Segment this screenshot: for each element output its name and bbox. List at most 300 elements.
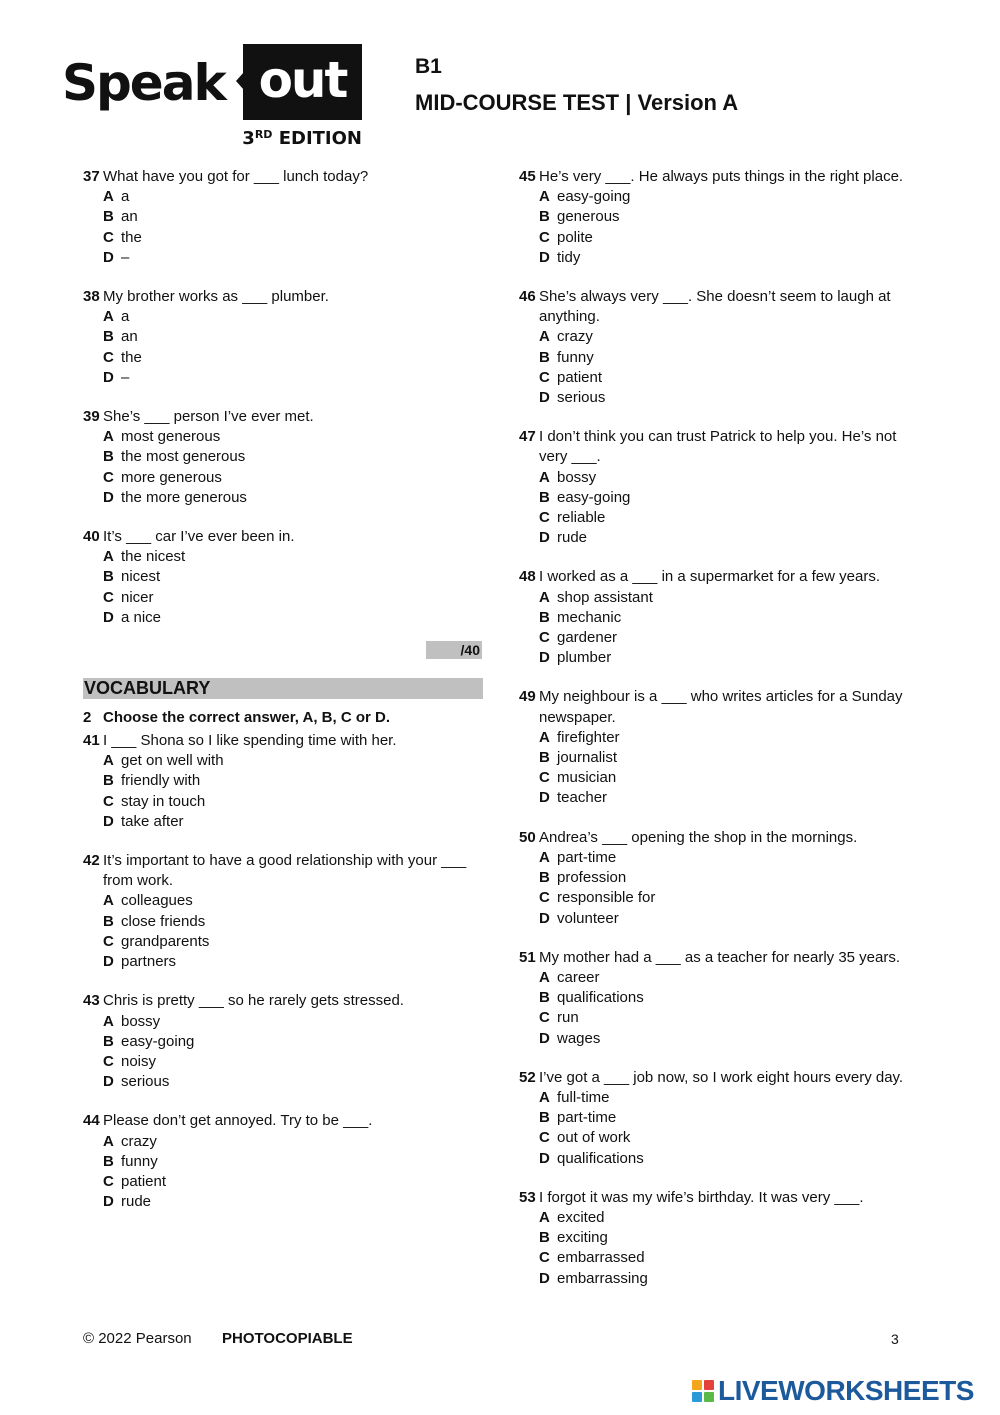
edition-word: EDITION <box>278 128 362 149</box>
option-letter: C <box>539 629 550 647</box>
answer-option[interactable] <box>539 348 919 368</box>
question-stem <box>519 1188 919 1208</box>
answer-option[interactable] <box>539 628 919 648</box>
option-text: close friends <box>121 912 206 930</box>
option-text: serious <box>121 1073 170 1091</box>
answer-option[interactable] <box>539 848 919 868</box>
option-letter: C <box>539 889 550 907</box>
question-number: 47 <box>519 428 536 446</box>
option-letter: A <box>103 428 114 446</box>
option-text: – <box>121 248 130 266</box>
option-text: easy-going <box>557 188 631 206</box>
option-text: out of work <box>557 1129 631 1147</box>
option-text: bossy <box>557 468 597 486</box>
answer-option[interactable] <box>539 1248 919 1268</box>
option-text: mechanic <box>557 608 622 626</box>
question-text: She’s ___ person I’ve ever met. <box>103 408 314 426</box>
option-letter: A <box>539 728 550 746</box>
answer-options <box>539 968 919 1049</box>
answer-option[interactable] <box>539 1269 919 1289</box>
answer-option[interactable] <box>539 988 919 1008</box>
question-number: 38 <box>83 288 100 306</box>
option-text: the nicest <box>121 548 186 566</box>
question-text: I worked as a ___ in a supermarket for a few years. <box>539 568 880 586</box>
answer-option[interactable] <box>103 792 483 812</box>
answer-option[interactable] <box>539 1128 919 1148</box>
option-text: a <box>121 308 130 326</box>
option-letter: D <box>539 389 550 407</box>
question-stem <box>83 851 483 891</box>
question-number: 45 <box>519 168 536 185</box>
question-text: It’s important to have a good relationship with your ___ from work. <box>103 852 467 890</box>
option-letter: D <box>539 529 550 547</box>
option-letter: B <box>103 568 114 586</box>
option-text: partners <box>121 953 177 971</box>
option-letter: A <box>539 848 550 866</box>
question-text: Chris is pretty ___ so he rarely gets stressed. <box>103 992 404 1010</box>
option-text: rude <box>121 1193 152 1211</box>
option-text: serious <box>557 389 606 407</box>
edition-number: 3 <box>242 128 255 149</box>
option-letter: B <box>539 208 550 226</box>
answer-option[interactable] <box>103 348 483 368</box>
logo-word-out: out <box>258 51 347 109</box>
option-letter: A <box>103 188 114 206</box>
answer-option[interactable] <box>539 648 919 668</box>
option-text: bossy <box>121 1012 161 1030</box>
option-letter: B <box>539 348 550 366</box>
answer-option[interactable] <box>103 1032 483 1052</box>
answer-options <box>539 187 919 268</box>
option-letter: B <box>103 772 114 790</box>
question-37 <box>83 167 483 268</box>
option-letter: C <box>539 1129 550 1147</box>
question-text: Andrea’s ___ opening the shop in the mornings. <box>539 828 858 846</box>
option-text: take after <box>121 812 184 830</box>
question-text: My neighbour is a ___ who writes articles for a Sunday newspaper. <box>539 688 903 726</box>
option-text: volunteer <box>557 909 619 927</box>
option-text: the most generous <box>121 448 246 466</box>
option-text: part-time <box>557 1109 617 1127</box>
option-letter: D <box>103 248 114 266</box>
option-text: qualifications <box>557 1149 644 1167</box>
answer-options <box>539 848 919 929</box>
icon-square-4 <box>704 1392 714 1402</box>
answer-option[interactable] <box>103 588 483 608</box>
option-text: plumber <box>557 649 612 667</box>
option-text: a <box>121 188 130 206</box>
icon-square-3 <box>692 1392 702 1402</box>
option-text: the <box>121 348 142 366</box>
option-text: crazy <box>121 1132 157 1150</box>
option-letter: D <box>539 248 550 266</box>
logo-box <box>243 44 362 120</box>
question-stem <box>519 1068 919 1088</box>
option-letter: C <box>103 588 114 606</box>
answer-option[interactable] <box>103 228 483 248</box>
option-text: exciting <box>557 1229 608 1247</box>
answer-options <box>539 1088 919 1169</box>
question-45 <box>519 167 919 268</box>
option-letter: C <box>103 792 114 810</box>
option-letter: A <box>103 548 114 566</box>
answer-option[interactable] <box>103 932 483 952</box>
question-41 <box>83 731 483 832</box>
question-text: I’ve got a ___ job now, so I work eight hours every day. <box>539 1068 904 1086</box>
question-text: I forgot it was my wife’s birthday. It was very ___. <box>539 1188 864 1206</box>
option-text: patient <box>557 368 603 386</box>
answer-option[interactable] <box>103 248 483 268</box>
option-letter: A <box>103 752 114 770</box>
question-46 <box>519 287 919 408</box>
option-letter: B <box>103 208 114 226</box>
answer-option[interactable] <box>103 368 483 388</box>
option-letter: D <box>103 608 114 626</box>
question-text: My mother had a ___ as a teacher for nearly 35 years. <box>539 948 901 966</box>
answer-option[interactable] <box>539 248 919 268</box>
answer-option[interactable] <box>103 567 483 587</box>
option-text: a nice <box>121 608 162 626</box>
answer-option[interactable] <box>103 912 483 932</box>
answer-option[interactable] <box>103 207 483 227</box>
answer-option[interactable] <box>539 788 919 808</box>
score-box <box>426 641 482 659</box>
option-text: more generous <box>121 468 222 486</box>
answer-option[interactable] <box>539 608 919 628</box>
question-stem <box>83 167 483 187</box>
option-letter: C <box>539 509 550 527</box>
instruction-number: 2 <box>83 709 92 727</box>
question-stem <box>83 407 483 427</box>
answer-option[interactable] <box>103 1072 483 1092</box>
option-text: profession <box>557 869 627 887</box>
page-number: 3 <box>891 1331 899 1347</box>
instruction-text: Choose the correct answer, A, B, C or D. <box>103 709 391 727</box>
option-text: excited <box>557 1208 605 1226</box>
option-text: embarrassing <box>557 1269 648 1287</box>
question-47 <box>519 427 919 548</box>
answer-option[interactable] <box>539 187 919 207</box>
answer-option[interactable] <box>103 187 483 207</box>
logo-edition <box>242 128 362 149</box>
answer-option[interactable] <box>539 768 919 788</box>
question-stem <box>519 828 919 848</box>
answer-option[interactable] <box>539 528 919 548</box>
option-text: rude <box>557 529 588 547</box>
question-53 <box>519 1188 919 1289</box>
option-letter: B <box>103 328 114 346</box>
answer-option[interactable] <box>539 1108 919 1128</box>
answer-option[interactable] <box>103 488 483 508</box>
answer-options <box>539 588 919 669</box>
answer-options <box>539 728 919 809</box>
option-text: part-time <box>557 848 617 866</box>
question-40 <box>83 527 483 628</box>
option-text: funny <box>121 1152 158 1170</box>
option-letter: A <box>539 188 550 206</box>
option-letter: B <box>539 1229 550 1247</box>
score-label: /40 <box>460 642 480 659</box>
question-49 <box>519 687 919 808</box>
answer-options <box>103 187 483 268</box>
answer-option[interactable] <box>103 1012 483 1032</box>
question-44 <box>83 1111 483 1212</box>
option-text: qualifications <box>557 989 644 1007</box>
option-letter: A <box>103 1012 114 1030</box>
option-letter: D <box>103 953 114 971</box>
icon-square-2 <box>704 1380 714 1390</box>
answer-option[interactable] <box>539 968 919 988</box>
question-text: My brother works as ___ plumber. <box>103 288 329 306</box>
answer-options <box>103 427 483 508</box>
icon-square-1 <box>692 1380 702 1390</box>
question-stem <box>519 287 919 327</box>
question-stem <box>519 687 919 727</box>
answer-option[interactable] <box>539 1228 919 1248</box>
answer-option[interactable] <box>103 1052 483 1072</box>
question-number: 50 <box>519 828 536 846</box>
page-title: MID-COURSE TEST | Version A <box>415 90 739 115</box>
option-text: grandparents <box>121 932 210 950</box>
answer-option[interactable] <box>103 952 483 972</box>
vocabulary-question-list-continued <box>519 167 919 1289</box>
option-letter: B <box>539 488 550 506</box>
option-text: stay in touch <box>121 792 206 810</box>
option-letter: C <box>103 1172 114 1190</box>
answer-option[interactable] <box>539 748 919 768</box>
question-number: 44 <box>83 1112 100 1130</box>
option-letter: A <box>539 1208 550 1226</box>
answer-option[interactable] <box>539 228 919 248</box>
grammar-question-list <box>83 167 483 628</box>
option-letter: A <box>539 588 550 606</box>
option-letter: C <box>539 228 550 246</box>
question-number: 52 <box>519 1068 536 1086</box>
option-text: an <box>121 328 138 346</box>
option-text: funny <box>557 348 594 366</box>
option-text: career <box>557 968 600 986</box>
question-stem <box>83 991 483 1011</box>
option-letter: D <box>539 1269 550 1287</box>
level-label: B1 <box>415 55 442 78</box>
vocabulary-question-list <box>83 731 483 1212</box>
option-letter: B <box>103 448 114 466</box>
option-text: firefighter <box>557 728 620 746</box>
answer-option[interactable] <box>539 207 919 227</box>
option-letter: D <box>103 1073 114 1091</box>
question-number: 37 <box>83 168 100 185</box>
option-letter: B <box>539 989 550 1007</box>
liveworksheets-watermark <box>692 1376 974 1406</box>
option-letter: D <box>539 649 550 667</box>
option-letter: D <box>103 368 114 386</box>
option-letter: A <box>539 1088 550 1106</box>
question-number: 42 <box>83 852 100 870</box>
question-text: I ___ Shona so I like spending time with her. <box>103 732 397 750</box>
option-text: polite <box>557 228 593 246</box>
answer-option[interactable] <box>103 751 483 771</box>
question-text: I don’t think you can trust Patrick to help you. He’s not very ___. <box>539 428 897 466</box>
answer-options <box>103 1132 483 1213</box>
answer-option[interactable] <box>539 1149 919 1169</box>
option-text: teacher <box>557 789 608 807</box>
answer-option[interactable] <box>539 909 919 929</box>
answer-options <box>103 547 483 628</box>
question-number: 41 <box>83 732 100 750</box>
answer-option[interactable] <box>539 868 919 888</box>
option-letter: C <box>103 468 114 486</box>
answer-option[interactable] <box>539 388 919 408</box>
option-letter: D <box>539 789 550 807</box>
copyright: © 2022 Pearson <box>83 1330 192 1347</box>
answer-option[interactable] <box>539 368 919 388</box>
option-letter: C <box>103 932 114 950</box>
option-text: most generous <box>121 428 221 446</box>
left-column <box>83 167 483 1231</box>
option-letter: B <box>539 869 550 887</box>
option-text: get on well with <box>121 752 224 770</box>
answer-option[interactable] <box>539 1029 919 1049</box>
answer-option[interactable] <box>103 1172 483 1192</box>
right-column <box>519 167 919 1308</box>
option-text: – <box>121 368 130 386</box>
question-text: She’s always very ___. She doesn’t seem to laugh at anything. <box>539 288 891 326</box>
question-stem <box>519 167 919 187</box>
answer-options <box>103 1012 483 1093</box>
option-text: musician <box>557 769 617 787</box>
option-letter: C <box>103 1052 114 1070</box>
logo-word-speak: Speak <box>62 54 225 112</box>
option-text: nicest <box>121 568 161 586</box>
question-number: 53 <box>519 1188 536 1206</box>
question-number: 51 <box>519 948 536 966</box>
answer-option[interactable] <box>539 1008 919 1028</box>
option-letter: A <box>103 892 114 910</box>
question-48 <box>519 567 919 668</box>
question-stem <box>519 427 919 467</box>
option-text: crazy <box>557 328 593 346</box>
answer-option[interactable] <box>103 468 483 488</box>
answer-option[interactable] <box>539 488 919 508</box>
answer-option[interactable] <box>539 1088 919 1108</box>
option-letter: A <box>103 308 114 326</box>
answer-option[interactable] <box>103 1132 483 1152</box>
question-stem <box>83 731 483 751</box>
question-50 <box>519 828 919 929</box>
liveworksheets-text: LIVEWORKSHEETS <box>718 1375 974 1406</box>
option-letter: C <box>539 769 550 787</box>
answer-options <box>103 891 483 972</box>
question-42 <box>83 851 483 972</box>
answer-option[interactable] <box>103 608 483 628</box>
instruction <box>83 708 483 728</box>
question-number: 43 <box>83 992 100 1010</box>
option-letter: B <box>103 912 114 930</box>
option-text: friendly with <box>121 772 201 790</box>
answer-option[interactable] <box>103 327 483 347</box>
option-text: embarrassed <box>557 1249 645 1267</box>
answer-option[interactable] <box>539 888 919 908</box>
option-letter: C <box>103 228 114 246</box>
option-text: noisy <box>121 1052 157 1070</box>
question-number: 40 <box>83 528 100 546</box>
question-52 <box>519 1068 919 1169</box>
option-text: patient <box>121 1172 167 1190</box>
answer-option[interactable] <box>103 307 483 327</box>
option-text: run <box>557 1009 579 1027</box>
option-letter: D <box>103 812 114 830</box>
option-text: wages <box>557 1029 601 1047</box>
option-text: the more generous <box>121 488 247 506</box>
answer-option[interactable] <box>539 1208 919 1228</box>
question-stem <box>83 527 483 547</box>
answer-option[interactable] <box>539 508 919 528</box>
option-letter: C <box>539 1009 550 1027</box>
question-number: 48 <box>519 568 536 586</box>
option-text: easy-going <box>557 488 631 506</box>
option-text: colleagues <box>121 892 193 910</box>
speakout-logo <box>62 42 362 152</box>
answer-option[interactable] <box>539 327 919 347</box>
liveworksheets-icon <box>692 1380 714 1402</box>
question-number: 49 <box>519 688 536 706</box>
question-number: 46 <box>519 288 536 306</box>
answer-options <box>103 307 483 388</box>
question-stem <box>83 1111 483 1131</box>
option-letter: C <box>103 348 114 366</box>
question-43 <box>83 991 483 1092</box>
answer-option[interactable] <box>103 891 483 911</box>
option-letter: C <box>539 368 550 386</box>
answer-options <box>539 468 919 549</box>
question-51 <box>519 948 919 1049</box>
answer-option[interactable] <box>539 468 919 488</box>
answer-option[interactable] <box>103 1192 483 1212</box>
option-text: gardener <box>557 629 618 647</box>
option-letter: B <box>539 749 550 767</box>
option-letter: B <box>103 1032 114 1050</box>
option-letter: D <box>103 488 114 506</box>
option-text: responsible for <box>557 889 656 907</box>
option-text: the <box>121 228 142 246</box>
answer-option[interactable] <box>103 447 483 467</box>
option-letter: D <box>539 1149 550 1167</box>
question-stem <box>519 567 919 587</box>
option-text: nicer <box>121 588 154 606</box>
option-letter: D <box>539 909 550 927</box>
answer-option[interactable] <box>103 547 483 567</box>
option-text: an <box>121 208 138 226</box>
edition-suffix: RD <box>254 128 273 141</box>
answer-option[interactable] <box>539 728 919 748</box>
answer-option[interactable] <box>103 771 483 791</box>
option-letter: D <box>103 1193 114 1211</box>
option-text: tidy <box>557 248 581 266</box>
question-39 <box>83 407 483 508</box>
option-letter: A <box>539 968 550 986</box>
option-letter: B <box>539 608 550 626</box>
option-text: shop assistant <box>557 588 653 606</box>
answer-option[interactable] <box>103 812 483 832</box>
answer-options <box>103 751 483 832</box>
answer-option[interactable] <box>103 427 483 447</box>
answer-option[interactable] <box>539 588 919 608</box>
option-text: easy-going <box>121 1032 195 1050</box>
question-stem <box>519 948 919 968</box>
answer-option[interactable] <box>103 1152 483 1172</box>
question-number: 39 <box>83 408 100 426</box>
question-text: It’s ___ car I’ve ever been in. <box>103 528 295 546</box>
